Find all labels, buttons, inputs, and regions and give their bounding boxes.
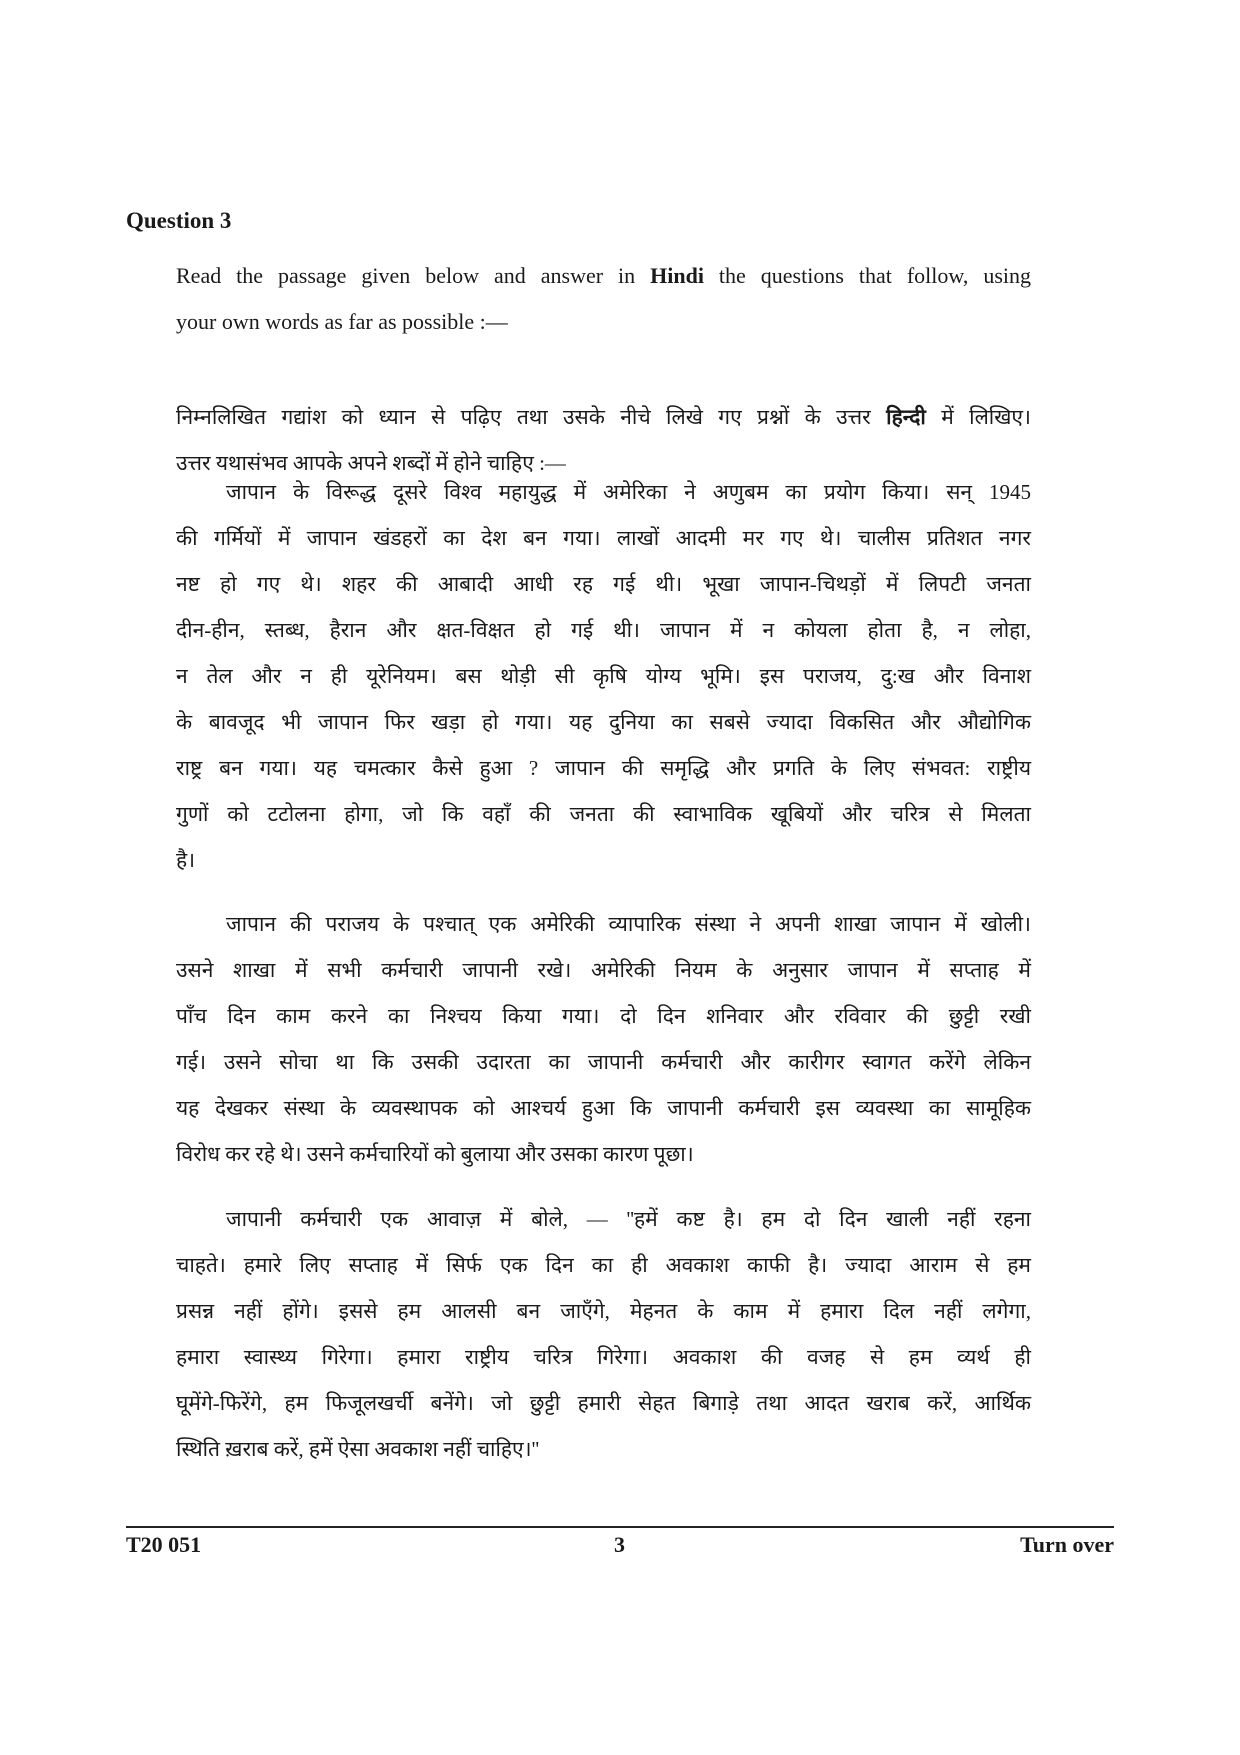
passage-line: स्थिति ख़राब करें, हमें ऐसा अवकाश नहीं चाहिए।'' (176, 1437, 540, 1461)
passage-line: की गर्मियों में जापान खंडहरों का देश बन गया। लाखों आदमी मर गए थे। चालीस प्रतिशत नगर (176, 526, 1031, 550)
passage-line: न तेल और न ही यूरेनियम। बस थोड़ी सी कृषि योग्य भूमि। इस पराजय, दु:ख और विनाश (176, 664, 1031, 688)
instruction-language: Hindi (650, 263, 704, 288)
instruction-text: the questions that follow, using (703, 263, 1031, 288)
passage-paragraph-1 (176, 469, 1031, 883)
passage-line: जापान के विरूद्ध दूसरे विश्व महायुद्ध में अमेरिका ने अणुबम का प्रयोग किया। सन् 1945 (226, 480, 1031, 504)
instruction-line: your own words as far as possible :— (176, 309, 508, 334)
passage-line: नष्ट हो गए थे। शहर की आबादी आधी रह गई थी। भूखा जापान-चिथड़ों में लिपटी जनता (176, 572, 1031, 596)
instruction-line (176, 394, 1031, 440)
footer-divider (126, 1526, 1114, 1528)
passage-line: हमारा स्वास्थ्य गिरेगा। हमारा राष्ट्रीय चरित्र गिरेगा। अवकाश की वजह से हम व्यर्थ ही (176, 1345, 1031, 1369)
passage-line: विरोध कर रहे थे। उसने कर्मचारियों को बुलाया और उसका कारण पूछा। (176, 1142, 694, 1166)
instruction-language: हिन्दी (886, 405, 926, 429)
passage-line: पाँच दिन काम करने का निश्चय किया गया। दो दिन शनिवार और रविवार की छुट्टी रखी (176, 1004, 1031, 1028)
passage-line: राष्ट्र बन गया। यह चमत्कार कैसे हुआ ? जापान की समृद्धि और प्रगति के लिए संभवत: राष्ट्रीय (176, 756, 1031, 780)
passage-line: जापानी कर्मचारी एक आवाज़ में बोले, — ''हमें कष्ट है। हम दो दिन खाली नहीं रहना (226, 1207, 1031, 1231)
passage-line: यह देखकर संस्था के व्यवस्थापक को आश्चर्य हुआ कि जापानी कर्मचारी इस व्यवस्था का सामूहिक (176, 1096, 1031, 1120)
passage-line: घूमेंगे-फिरेंगे, हम फिजूलखर्ची बनेंगे। जो छुट्टी हमारी सेहत बिगाड़े तथा आदत खराब करें, आर्थिक (176, 1391, 1031, 1415)
passage-line: है। (176, 848, 196, 872)
instruction-line (176, 253, 1031, 299)
paper-code: T20 051 (126, 1532, 202, 1557)
turn-over-label: Turn over (1020, 1532, 1114, 1557)
instructions-english (176, 253, 1031, 345)
instruction-text: निम्नलिखित गद्यांश को ध्यान से पढ़िए तथा उसके नीचे लिखे गए प्रश्नों के उत्तर (176, 405, 887, 429)
instruction-text: Read the passage given below and answer in (176, 263, 651, 288)
passage-paragraph-3 (176, 1196, 1031, 1472)
passage-line: गई। उसने सोचा था कि उसकी उदारता का जापानी कर्मचारी और कारीगर स्वागत करेंगे लेकिन (176, 1050, 1031, 1074)
passage-paragraph-2 (176, 901, 1031, 1177)
passage-line: उसने शाखा में सभी कर्मचारी जापानी रखे। अमेरिकी नियम के अनुसार जापान में सप्ताह में (176, 958, 1031, 982)
passage-line: जापान की पराजय के पश्चात् एक अमेरिकी व्यापारिक संस्था ने अपनी शाखा जापान में खोली। (226, 912, 1031, 936)
page-number: 3 (614, 1532, 625, 1557)
passage-line: प्रसन्न नहीं होंगे। इससे हम आलसी बन जाएँगे, मेहनत के काम में हमारा दिल नहीं लगेगा, (176, 1299, 1031, 1323)
instruction-text: में लिखिए। (925, 405, 1031, 429)
passage-line: गुणों को टटोलना होगा, जो कि वहाँ की जनता की स्वाभाविक खूबियों और चरित्र से मिलता (176, 802, 1031, 826)
passage-line: चाहते। हमारे लिए सप्ताह में सिर्फ एक दिन का ही अवकाश काफी है। ज्यादा आराम से हम (176, 1253, 1031, 1277)
question-title: Question 3 (126, 208, 232, 233)
passage-line: के बावजूद भी जापान फिर खड़ा हो गया। यह दुनिया का सबसे ज्यादा विकसित और औद्योगिक (176, 710, 1031, 734)
passage-line: दीन-हीन, स्तब्ध, हैरान और क्षत-विक्षत हो गई थी। जापान में न कोयला होता है, न लोहा, (176, 618, 1031, 642)
instruction-line: उत्तर यथासंभव आपके अपने शब्दों में होने चाहिए :— (176, 451, 566, 475)
